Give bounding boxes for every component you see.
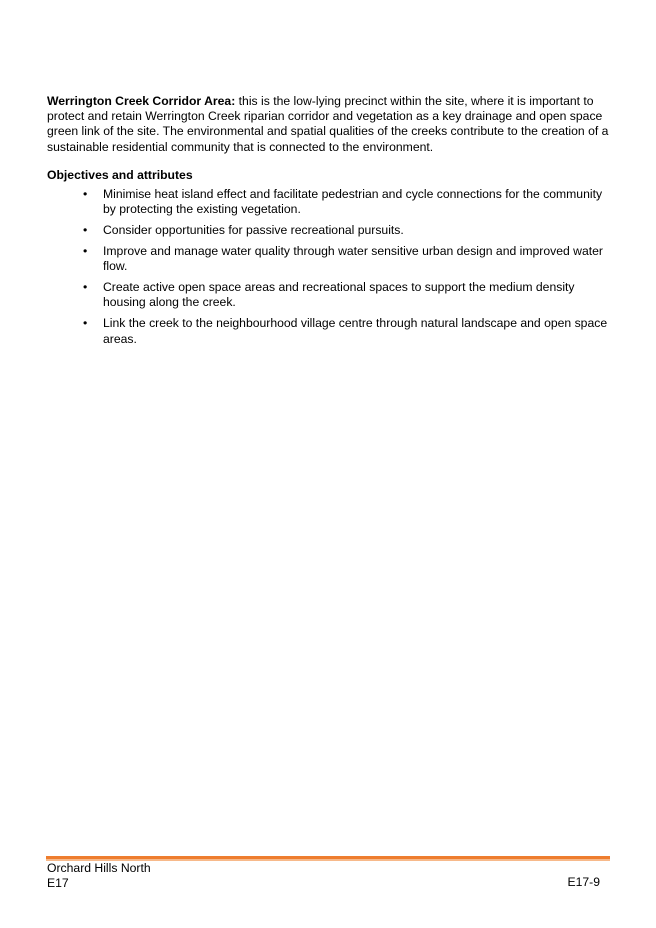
list-item bbox=[47, 244, 613, 274]
bullet-icon: • bbox=[83, 316, 88, 331]
section-code: E17 bbox=[47, 875, 69, 890]
list-item-text: Minimise heat island effect and facilitate pedestrian and cycle connections for the community by protecting the existing vegetation. bbox=[103, 186, 603, 217]
section-title: Werrington Creek Corridor Area: bbox=[47, 94, 236, 108]
list-item-text: Create active open space areas and recreational spaces to support the medium density housing along the creek. bbox=[103, 280, 575, 310]
list-item-text: Improve and manage water quality through water sensitive urban design and improved water flow. bbox=[103, 244, 603, 274]
list-item-text: Consider opportunities for passive recreational pursuits. bbox=[103, 223, 404, 238]
main-content bbox=[47, 94, 613, 353]
intro-paragraph bbox=[47, 94, 613, 155]
list-item-text: Link the creek to the neighbourhood village centre through natural landscape and open space areas. bbox=[103, 316, 608, 346]
list-item bbox=[47, 223, 613, 238]
footer-left bbox=[47, 861, 151, 890]
list-item bbox=[47, 187, 613, 217]
document-title: Orchard Hills North bbox=[47, 861, 151, 875]
bullet-icon: • bbox=[83, 244, 88, 259]
bullet-icon: • bbox=[83, 280, 88, 295]
bullet-icon: • bbox=[83, 186, 88, 201]
list-item bbox=[47, 280, 613, 310]
list-item bbox=[47, 316, 613, 346]
bullet-icon: • bbox=[83, 223, 88, 238]
objectives-heading: Objectives and attributes bbox=[47, 167, 193, 182]
objectives-list bbox=[47, 187, 613, 347]
page-number: E17-9 bbox=[567, 875, 600, 889]
intro-text: this is the low-lying precinct within the site, where it is important to protect and retain Werrington Creek riparian corridor and vegetation as a key drainage and open space green link of the site. The environmental and spatial qualities of the creeks contribute to the creation of a sustainable residential community that is connected to the environment. bbox=[47, 94, 609, 154]
